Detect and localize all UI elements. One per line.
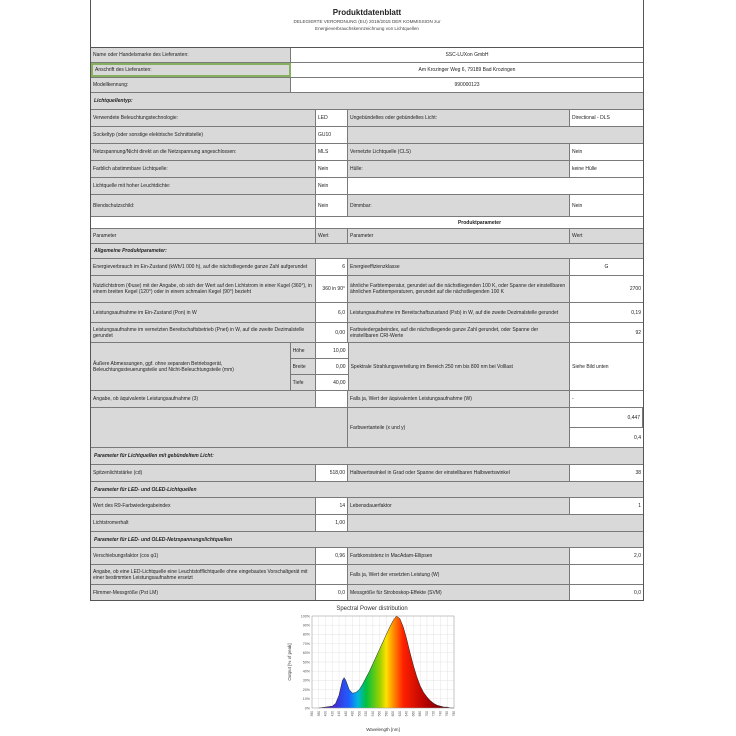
x-tick-label: 680 xyxy=(418,711,423,717)
x-tick-label: 740 xyxy=(438,711,443,717)
col-param-right: Parameter xyxy=(348,229,570,243)
displacement-value: 0,96 xyxy=(316,548,348,564)
supplier-name-label: Name oder Handelsmarke des Lieferanten: xyxy=(91,48,291,62)
chromaticity-values xyxy=(570,408,643,447)
height-label: Höhe xyxy=(291,343,316,358)
section-directional: Parameter für Lichtquellen mit gebündeltem Licht: xyxy=(91,448,643,465)
x-tick-label: 460 xyxy=(343,711,348,717)
chromaticity-spacer xyxy=(91,408,348,447)
x-tick-label: 500 xyxy=(357,711,362,717)
sheet-title: Produktdatenblatt xyxy=(332,8,402,17)
envelope-value: keine Hülle xyxy=(570,161,643,177)
depth-value: 40,00 xyxy=(316,375,348,390)
x-tick-label: 480 xyxy=(350,711,355,717)
cct-label: ähnliche Farbtemperatur, gerundet auf die nächstliegenden 100 K, oder Spanne der einstellbaren ähnlichen Farbtemperaturen, gerundet auf die nächstliegenden 100 K xyxy=(348,276,570,302)
flux-label: Nutzlichtstrom (Φuse) mit der Angabe, ob sich der Wert auf den Lichtstrom in einer Kugel (360°), in einem breiten Kegel (120°) oder in einem schmalen Kegel (90°) bezieht xyxy=(91,276,316,302)
flicker-value: 0,0 xyxy=(316,585,348,600)
y-tick-label: 100% xyxy=(300,614,310,619)
spectral-power-chart xyxy=(282,602,462,734)
model-label: Modellkennung: xyxy=(91,78,291,92)
row-luminance xyxy=(91,178,643,195)
supplier-address-label: Anschrift des Lieferanten: xyxy=(91,63,291,77)
supplier-address-value: Am Krozinger Weg 6, 79189 Bad Krozingen xyxy=(291,63,643,77)
macadam-value: 2,0 xyxy=(570,548,643,564)
luminance-value: Nein xyxy=(316,178,348,194)
sheet-subtitle-1: DELEGIERTE VERORDNUNG (EU) 2019/2015 DER KOMMISSION zur xyxy=(293,19,441,24)
replacement-value xyxy=(316,565,348,584)
equivalent-value xyxy=(316,391,348,407)
r9-value: 14 xyxy=(316,498,348,514)
y-tick-label: 70% xyxy=(302,641,310,646)
depth-label: Tiefe xyxy=(291,375,316,390)
directional-label: Ungebündeltes oder gebündeltes Licht: xyxy=(348,110,570,126)
x-tick-label: 400 xyxy=(323,711,328,717)
y-tick-label: 20% xyxy=(302,687,310,692)
dimensions-label: Äußere Abmessungen, ggf. ohne separaten Betriebsgerät, Beleuchtungssteuerungsteile und Nicht-Beleuchtungsteile (mm) xyxy=(91,343,291,390)
supplier-name-value: SSC-LUXon GmbH xyxy=(291,48,643,62)
x-tick-label: 420 xyxy=(330,711,335,717)
dimensions-grid xyxy=(291,343,349,390)
y-tick-label: 40% xyxy=(302,669,310,674)
supplier-name-row xyxy=(91,48,643,63)
envelope-label: Hülle: xyxy=(348,161,570,177)
socket-spacer xyxy=(348,127,643,143)
y-tick-label: 50% xyxy=(302,660,310,665)
chart-x-label: Wavelength [nm] xyxy=(366,727,400,732)
row-glare xyxy=(91,195,643,217)
section-product-parameters xyxy=(91,217,643,229)
cri-label: Farbwiedergabeindex, auf die nächstliegende ganze Zahl gerundet, oder Spanne der einstellbaren CRI-Werte xyxy=(348,323,570,342)
x-tick-label: 660 xyxy=(411,711,416,717)
pnet-value: 0,00 xyxy=(316,323,348,342)
x-tick-label: 580 xyxy=(384,711,389,717)
equivalent-label: Angabe, ob äquivalente Leistungsaufnahme (3) xyxy=(91,391,316,407)
chart-x-ticks xyxy=(310,711,456,717)
sheet-subtitle-2: Energieverbrauchskennzeichnung von Lichtquellen xyxy=(315,26,419,31)
flux-value: 360 in 90° xyxy=(316,276,348,302)
svm-label: Messgröße für Stroboskop-Effekte (SVM) xyxy=(348,585,570,600)
survival-factor-value: 1 xyxy=(570,498,643,514)
lumen-maintenance-label: Lichtstromerhalt xyxy=(91,515,316,531)
svm-value: 0,0 xyxy=(570,585,643,600)
x-tick-label: 720 xyxy=(431,711,436,717)
socket-label: Sockeltyp (oder sonstige elektrische Schnittstelle) xyxy=(91,127,316,143)
row-mains xyxy=(91,144,643,161)
section-led-mains: Parameter für LED- und OLED-Netzspannungslichtquellen xyxy=(91,532,643,548)
sheet-header xyxy=(91,0,643,48)
row-flicker xyxy=(91,585,643,600)
glare-value: Nein xyxy=(316,195,348,216)
glare-label: Blendschutzschild: xyxy=(91,195,316,216)
energy-label: Energieverbrauch im Ein-Zustand (kWh/1 000 h), auf die nächstliegende ganze Zahl aufgerundet xyxy=(91,259,316,275)
x-tick-label: 700 xyxy=(424,711,429,717)
chart-y-label: Output [% of peak] xyxy=(287,643,292,681)
width-value: 0,00 xyxy=(316,359,348,374)
x-tick-label: 520 xyxy=(364,711,369,717)
replaced-power-value xyxy=(570,565,643,584)
row-displacement xyxy=(91,548,643,565)
energy-value: 6 xyxy=(316,259,348,275)
x-tick-label: 760 xyxy=(445,711,450,717)
luminance-label: Lichtquelle mit hoher Leuchtdichte: xyxy=(91,178,316,194)
x-tick-label: 620 xyxy=(397,711,402,717)
x-tick-label: 540 xyxy=(370,711,375,717)
mains-value: MLS xyxy=(316,144,348,160)
params-title: Produktparameter xyxy=(316,217,643,228)
equivalent-power-label: Falls ja, Wert der äquivalenten Leistungsaufnahme (W) xyxy=(348,391,570,407)
y-tick-label: 90% xyxy=(302,623,310,628)
chromaticity-label: Farbwertanteile (x und y) xyxy=(348,408,570,447)
x-tick-label: 780 xyxy=(452,711,456,717)
row-peak-intensity xyxy=(91,465,643,482)
dimmable-label: Dimmbar: xyxy=(348,195,570,216)
replacement-label: Angabe, ob eine LED-Lichtquelle eine Leuchtstofflichtquelle ohne eingebautes Vorschaltgerät mit einer bestimmten Leistungsaufnahme ersetzt xyxy=(91,565,316,584)
peak-intensity-label: Spitzenlichtstärke (cd) xyxy=(91,465,316,481)
x-tick-label: 360 xyxy=(310,711,314,717)
psb-value: 0,19 xyxy=(570,303,643,322)
efficiency-class-label: Energieeffizienzklasse xyxy=(348,259,570,275)
x-tick-label: 600 xyxy=(391,711,396,717)
row-socket xyxy=(91,127,643,144)
y-tick-label: 80% xyxy=(302,632,310,637)
col-value-left: Wert xyxy=(316,229,348,243)
tunable-value: Nein xyxy=(316,161,348,177)
pon-value: 6,0 xyxy=(316,303,348,322)
row-pnet xyxy=(91,323,643,343)
model-value: 990000123 xyxy=(291,78,643,92)
psb-label: Leistungsaufnahme im Bereitschaftszustand (Psb) in W, auf die zweite Dezimalstelle gerundet xyxy=(348,303,570,322)
spd-value: Siehe Bild unten xyxy=(570,343,643,390)
product-data-sheet xyxy=(90,0,644,601)
section-light-source-type: Lichtquellentyp: xyxy=(91,93,643,110)
supplier-address-row xyxy=(91,63,643,78)
replaced-power-label: Falls ja, Wert der ersetzten Leistung (W) xyxy=(348,565,570,584)
params-title-spacer xyxy=(91,217,316,228)
row-technology xyxy=(91,110,643,127)
x-tick-label: 380 xyxy=(316,711,321,717)
peak-intensity-value: 518,00 xyxy=(316,465,348,481)
row-dimensions xyxy=(91,343,643,391)
lumen-maintenance-spacer xyxy=(348,515,643,531)
x-tick-label: 440 xyxy=(337,711,342,717)
chromaticity-y: 0,4 xyxy=(570,428,643,447)
chart-y-ticks xyxy=(301,614,311,710)
mains-label: Netzspannung/Nicht direkt an die Netzspannung angeschlossen: xyxy=(91,144,316,160)
dim-depth-row xyxy=(291,375,348,390)
row-energy xyxy=(91,259,643,276)
width-label: Breite xyxy=(291,359,316,374)
pon-label: Leistungsaufnahme im Ein-Zustand (Pon) in W xyxy=(91,303,316,322)
row-tunable xyxy=(91,161,643,178)
spd-label: Spektrale Strahlungsverteilung im Bereich 250 nm bis 800 nm bei Volllast xyxy=(349,343,571,390)
cct-value: 2700 xyxy=(570,276,643,302)
technology-label: Verwendete Beleuchtungstechnologie: xyxy=(91,110,316,126)
row-r9 xyxy=(91,498,643,515)
row-pon xyxy=(91,303,643,323)
model-row xyxy=(91,78,643,93)
params-header-row xyxy=(91,229,643,244)
row-equivalent xyxy=(91,391,643,408)
flicker-label: Flimmer-Messgröße (Pst LM) xyxy=(91,585,316,600)
beam-angle-label: Halbwertswinkel in Grad oder Spanne der einstellbaren Halbwertswinkel xyxy=(348,465,570,481)
dim-height-row xyxy=(291,343,348,359)
lumen-maintenance-value: 1,00 xyxy=(316,515,348,531)
x-tick-label: 640 xyxy=(404,711,409,717)
efficiency-class-value: G xyxy=(570,259,643,275)
cri-value: 92 xyxy=(570,323,643,342)
chromaticity-x: 0,447 xyxy=(570,408,643,428)
col-value-right: Wert xyxy=(570,229,643,243)
r9-label: Wert des R9-Farbwiedergabeindex xyxy=(91,498,316,514)
y-tick-label: 0% xyxy=(304,706,310,711)
y-tick-label: 10% xyxy=(302,697,310,702)
height-value: 10,00 xyxy=(316,343,348,358)
pnet-label: Leistungsaufnahme im vernetzten Bereitschaftsbetrieb (Pnet) in W, auf die zweite Dezimalstelle gerundet xyxy=(91,323,316,342)
row-lumen-maintenance xyxy=(91,515,643,532)
x-tick-label: 560 xyxy=(377,711,382,717)
y-tick-label: 30% xyxy=(302,678,310,683)
dim-width-row xyxy=(291,359,348,375)
survival-factor-label: Lebensdauerfaktor xyxy=(348,498,570,514)
directional-value: Directional - DLS xyxy=(570,110,643,126)
socket-value: GU10 xyxy=(316,127,348,143)
row-flux xyxy=(91,276,643,303)
cls-value: Nein xyxy=(570,144,643,160)
col-param-left: Parameter xyxy=(91,229,316,243)
section-led: Parameter für LED- und OLED-Lichtquellen xyxy=(91,482,643,498)
y-tick-label: 60% xyxy=(302,651,310,656)
macadam-label: Farbkonsistenz in MacAdam-Ellipsen xyxy=(348,548,570,564)
row-chromaticity xyxy=(91,408,643,448)
equivalent-power-value: - xyxy=(570,391,643,407)
row-replacement xyxy=(91,565,643,585)
technology-value: LED xyxy=(316,110,348,126)
dimmable-value: Nein xyxy=(570,195,643,216)
section-general: Allgemeine Produktparameter: xyxy=(91,244,643,259)
luminance-spacer xyxy=(348,178,643,194)
chart-title: Spectral Power distribution xyxy=(336,606,408,612)
tunable-label: Farblich abstimmbare Lichtquelle: xyxy=(91,161,316,177)
beam-angle-value: 38 xyxy=(570,465,643,481)
cls-label: Vernetzte Lichtquelle (CLS) xyxy=(348,144,570,160)
displacement-label: Verschiebungsfaktor (cos φ1) xyxy=(91,548,316,564)
